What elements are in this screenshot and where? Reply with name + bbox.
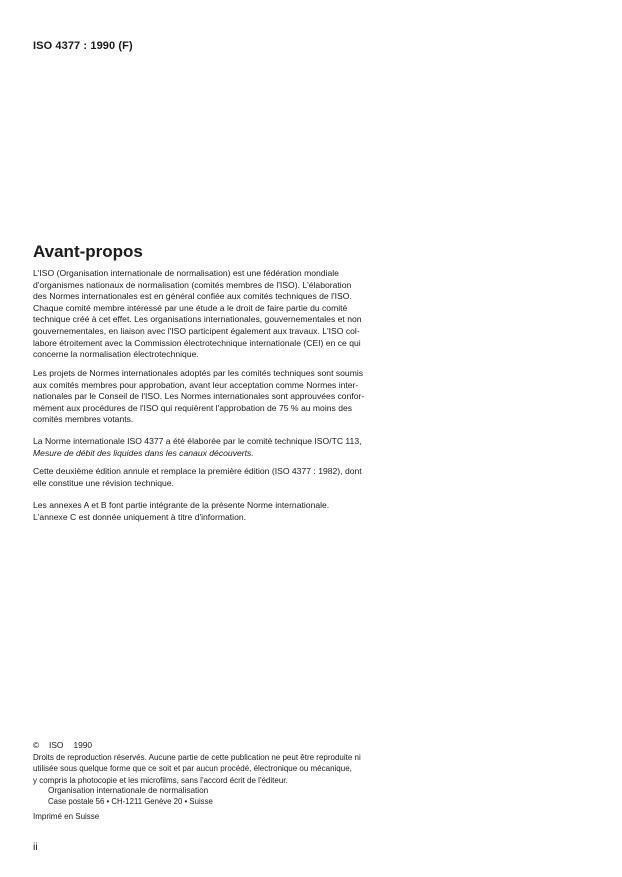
- text-line: Chaque comité membre intéressé par une étude a le droit de faire partie du comité: [33, 302, 348, 313]
- paragraph-edition-note: [33, 466, 379, 489]
- text-line: mément aux procédures de l'ISO qui requièrent l'approbation de 75 % au moins des: [33, 402, 353, 413]
- text-line: comités membres votants.: [33, 414, 134, 425]
- document-identifier: ISO 4377 : 1990 (F): [33, 40, 133, 52]
- paragraph-technical-committee: [33, 436, 379, 459]
- publisher-name: Organisation internationale de normalisation: [48, 786, 209, 795]
- copyright-org: ISO: [49, 740, 64, 750]
- text-line: Cette deuxième édition annule et remplace la première édition (ISO 4377 : 1982), dont: [33, 466, 362, 476]
- text-line: Les projets de Normes internationales adoptés par les comités techniques sont soumis: [33, 368, 364, 378]
- text-line: gouvernementales, en liaison avec l'ISO participent également aux travaux. L'ISO col-: [33, 325, 360, 336]
- printed-in: Imprimé en Suisse: [33, 812, 100, 821]
- text-line: nationales par le Conseil de l'ISO. Les Normes internationales sont approuvées confor-: [33, 391, 365, 402]
- text-line: L'ISO (Organisation internationale de normalisation) est une fédération mondiale: [33, 268, 339, 278]
- text-line: des Normes internationales est en général confiée aux comités techniques de l'ISO.: [33, 291, 352, 302]
- text-line: labore étroitement avec la Commission électrotechnique internationale (CEI) en ce qui: [33, 337, 361, 348]
- copyright-notice: [33, 740, 92, 750]
- text-line: elle constitue une révision technique.: [33, 477, 174, 488]
- text-line: La Norme internationale ISO 4377 a été élaborée par le comité technique ISO/TC 113,: [33, 436, 362, 446]
- publisher-block: [48, 785, 213, 807]
- text-line: concerne la normalisation électrotechnique.: [33, 349, 199, 360]
- section-title: Avant-propos: [33, 242, 143, 261]
- paragraph-iso-description: [33, 268, 379, 361]
- paragraph-approval-process: [33, 368, 379, 426]
- text-line: utilisée sous quelque forme que ce soit et par aucun procédé, électronique ou mécanique,: [33, 764, 352, 774]
- copyright-year: 1990: [73, 740, 93, 750]
- text-line: y compris la photocopie et les microfilms, sans l'accord écrit de l'éditeur.: [33, 775, 288, 785]
- publisher-address: Case postale 56 • CH-1211 Genève 20 • Suisse: [48, 797, 213, 806]
- text-line: L'annexe C est donnée uniquement à titre d'information.: [33, 511, 247, 522]
- copyright-icon: ©: [33, 740, 40, 750]
- text-line: d'organismes nationaux de normalisation (comités membres de l'ISO). L'élaboration: [33, 279, 352, 290]
- text-line: aux comités membres pour approbation, avant leur acceptation comme Normes inter-: [33, 379, 359, 390]
- paragraph-annexes: [33, 500, 379, 523]
- rights-statement: [33, 752, 379, 786]
- text-line: technique créé à cet effet. Les organisations internationales, gouvernementales et non: [33, 314, 362, 325]
- text-line: Les annexes A et B font partie intégrante de la présente Norme internationale.: [33, 500, 330, 510]
- text-line: Droits de reproduction réservés. Aucune partie de cette publication ne peut être reproduite ni: [33, 753, 361, 762]
- page-number: ii: [33, 841, 38, 853]
- committee-title: Mesure de débit des liquides dans les canaux découverts.: [33, 447, 254, 458]
